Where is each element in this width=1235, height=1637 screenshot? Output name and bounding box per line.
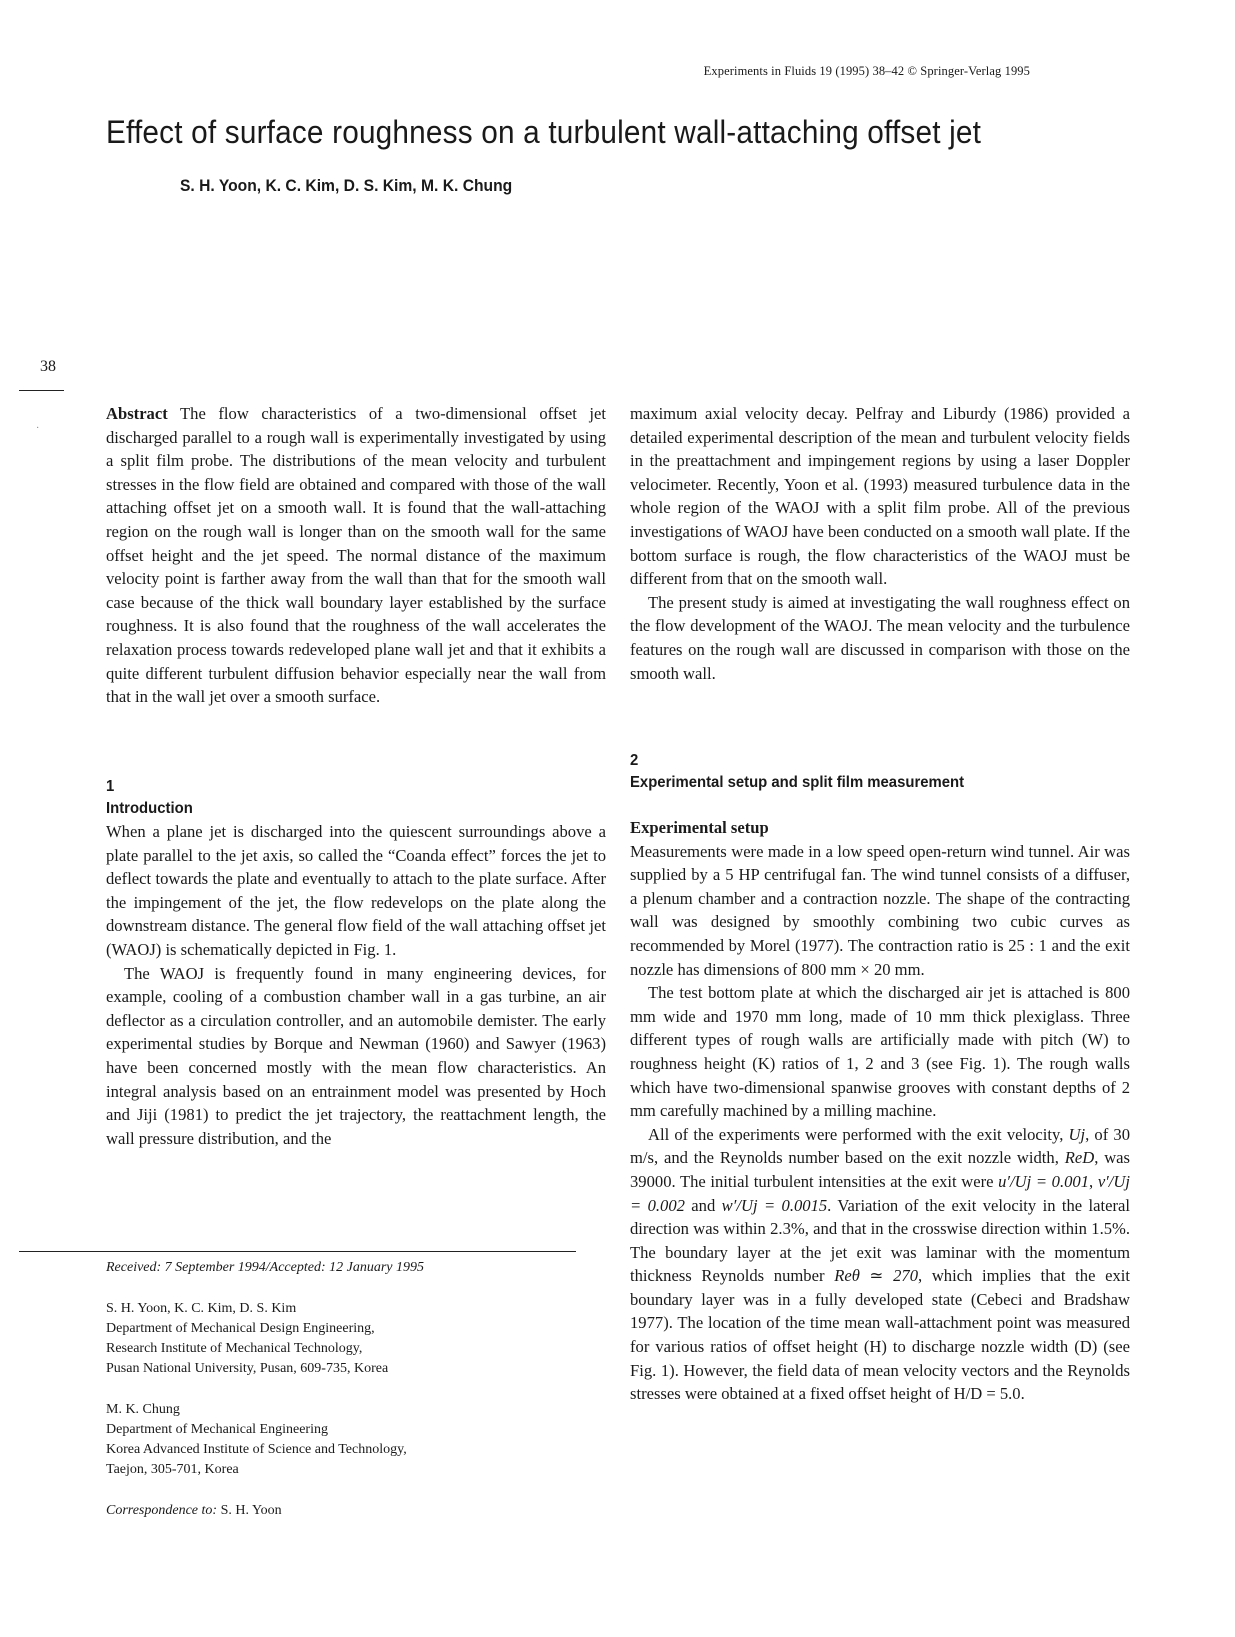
setup-p3-sep-2: and (684, 1195, 722, 1215)
expr-retheta: Reθ ≃ 270 (834, 1266, 918, 1286)
page-number-rule (19, 390, 64, 391)
intro-paragraph-1: When a plane jet is discharged into the quiescent surroundings above a plate parallel to the jet axis, so called the “Coanda effect” forces the jet to deflect towards the plate and eventually to attach to the plate surface. After the impingement of the jet, the flow redevelops on the plate along the downstream distance. The general flow field of the wall attaching offset jet (WAOJ) is schematically depicted in Fig. 1. (106, 822, 606, 959)
correspondence-name: S. H. Yoon (220, 1503, 282, 1518)
abstract-label: Abstract (106, 404, 168, 423)
expr-w-intensity: w′/Uj = 0.0015 (721, 1195, 828, 1215)
affiliation-1-names: S. H. Yoon, K. C. Kim, D. S. Kim (106, 1301, 297, 1316)
paper-title: Effect of surface roughness on a turbulent wall-attaching offset jet (106, 114, 982, 150)
footnote-block (106, 1258, 586, 1521)
setup-p3-text-d: . Variation of the exit velocity in the lateral direction was within 2.3%, and that in the crosswise direction within 1.5%. The boundary layer at the jet exit was laminar with the momentum thickness Reynolds number (630, 1195, 1130, 1286)
journal-citation: Experiments in Fluids 19 (1995) 38–42 © Springer-Verlag 1995 (703, 64, 1030, 78)
affiliation-1-university: Pusan National University, Pusan, 609-735, Korea (106, 1361, 389, 1376)
setup-paragraph-2: The test bottom plate at which the discharged air jet is attached is 800 mm wide and 1970 mm long, made of 10 mm thick plexiglass. Three different types of rough walls are artificially made with pitch (W) to roughness height (K) ratios of 1, 2 and 3 (see Fig. 1). The rough walls which have two-dimensional spanwise grooves with constant depths of 2 mm carefully machined by a milling machine. (630, 983, 1130, 1121)
affiliation-2-dept: Department of Mechanical Engineering (106, 1422, 328, 1437)
intro-paragraph-2: The WAOJ is frequently found in many engineering devices, for example, cooling of a combustion chamber wall in a gas turbine, an air deflector as a circulation controller, and an automobile demister. The early experimental studies by Borque and Newman (1960) and Sawyer (1963) have been concerned mostly with the mean flow characteristics. An integral analysis based on an entrainment model was presented by Hoch and Jiji (1981) to predict the jet trajectory, the reattachment length, the wall pressure distribution, and the (106, 963, 606, 1148)
setup-p3-text-a: All of the experiments were performed with the exit velocity, (648, 1124, 1069, 1144)
expr-u-intensity: u′/Uj = 0.001 (998, 1171, 1090, 1191)
page-number: 38 (40, 358, 56, 375)
margin-dot: · (36, 423, 40, 434)
subsection-heading-experimental-setup: Experimental setup (630, 818, 769, 837)
affiliation-1-institute: Research Institute of Mechanical Technology, (106, 1341, 363, 1356)
section-number-2: 2 (630, 752, 639, 769)
affiliation-2-name: M. K. Chung (106, 1402, 180, 1417)
section-2 (630, 750, 1130, 1406)
setup-p3-text-b: , of 30 m/s, and the Reynolds number based on the exit nozzle width, (630, 1124, 1130, 1168)
setup-paragraph-1: Measurements were made in a low speed open-return wind tunnel. Air was supplied by a 5 HP centrifugal fan. The wind tunnel consists of a diffuser, a plenum chamber and a contraction nozzle. The shape of the contracting wall was designed by smoothly combining two cubic curves as recommended by Morel (1977). The contraction ratio is 25 : 1 and the exit nozzle has dimensions of 800 mm × 20 mm. (630, 841, 1130, 979)
received-dates: Received: 7 September 1994/Accepted: 12 January 1995 (106, 1260, 424, 1275)
footnote-rule (19, 1251, 576, 1252)
symbol-uj: Uj (1068, 1124, 1086, 1144)
affiliation-2-city: Taejon, 305-701, Korea (106, 1462, 239, 1477)
setup-paragraph-3 (630, 1123, 1130, 1406)
affiliation-1-dept: Department of Mechanical Design Engineering, (106, 1321, 375, 1336)
setup-p3-sep-1: , (1089, 1171, 1098, 1191)
abstract-paragraph (106, 402, 606, 709)
symbol-red: ReD (1064, 1148, 1095, 1168)
intro-paragraph-4: The present study is aimed at investigating the wall roughness effect on the flow development of the WAOJ. The mean velocity and the turbulence features on the rough wall are discussed in comparison with those on the smooth wall. (630, 592, 1130, 683)
correspondence-line (106, 1501, 586, 1521)
intro-paragraph-3: maximum axial velocity decay. Pelfray and Liburdy (1986) provided a detailed experimental description of the mean and turbulent velocity fields in the preattachment and impingement regions by using a laser Doppler velocimeter. Recently, Yoon et al. (1993) measured turbulence data in the whole region of the WAOJ with a split film probe. All of the previous investigations of WAOJ have been conducted on a smooth wall plate. If the bottom surface is rough, the flow characteristics of the WAOJ must be different from that on the smooth wall. (630, 404, 1130, 589)
correspondence-label: Correspondence to: (106, 1503, 218, 1518)
setup-p3-text-e: , which implies that the exit boundary layer was in a fully developed state (Cebeci and Bradshaw 1977). The location of the time mean wall-attachment point was measured for various ratios of offset height (H) to discharge nozzle width (D) (see Fig. 1). However, the field data of mean velocity vectors and the Reynolds stresses were obtained at a fixed offset height of H/D = 5.0. (630, 1266, 1130, 1404)
section-heading-introduction: Introduction (106, 800, 193, 817)
section-heading-experimental-setup: Experimental setup and split film measurement (630, 774, 965, 791)
author-list: S. H. Yoon, K. C. Kim, D. S. Kim, M. K. Chung (180, 176, 513, 195)
section-number-1: 1 (106, 778, 115, 795)
abstract-text: The flow characteristics of a two-dimensional offset jet discharged parallel to a rough wall is experimentally investigated by using a split film probe. The distributions of the mean velocity and turbulent stresses in the flow field are obtained and compared with those of the wall attaching offset jet on a smooth wall. It is found that the wall-attaching region on the rough wall is longer than on the smooth wall for the same offset height and the jet speed. The normal distance of the maximum velocity point is farther away from the wall than that for the smooth wall case because of the thick wall boundary layer established by the surface roughness. It is also found that the roughness of the wall accelerates the relaxation process towards redeveloped plane wall jet and that it exhibits a quite different turbulent diffusion behavior especially near the wall from that in the wall jet over a smooth surface. (106, 404, 606, 707)
intro-section (106, 776, 606, 1150)
expr-v-intensity: v′/Uj = 0.002 (630, 1171, 1131, 1215)
left-column (106, 402, 606, 709)
right-column-intro-continued (630, 402, 1130, 685)
affiliation-2-institute: Korea Advanced Institute of Science and Technology, (106, 1442, 407, 1457)
setup-p3-text-c: , was 39000. The initial turbulent intensities at the exit were (630, 1148, 1130, 1191)
